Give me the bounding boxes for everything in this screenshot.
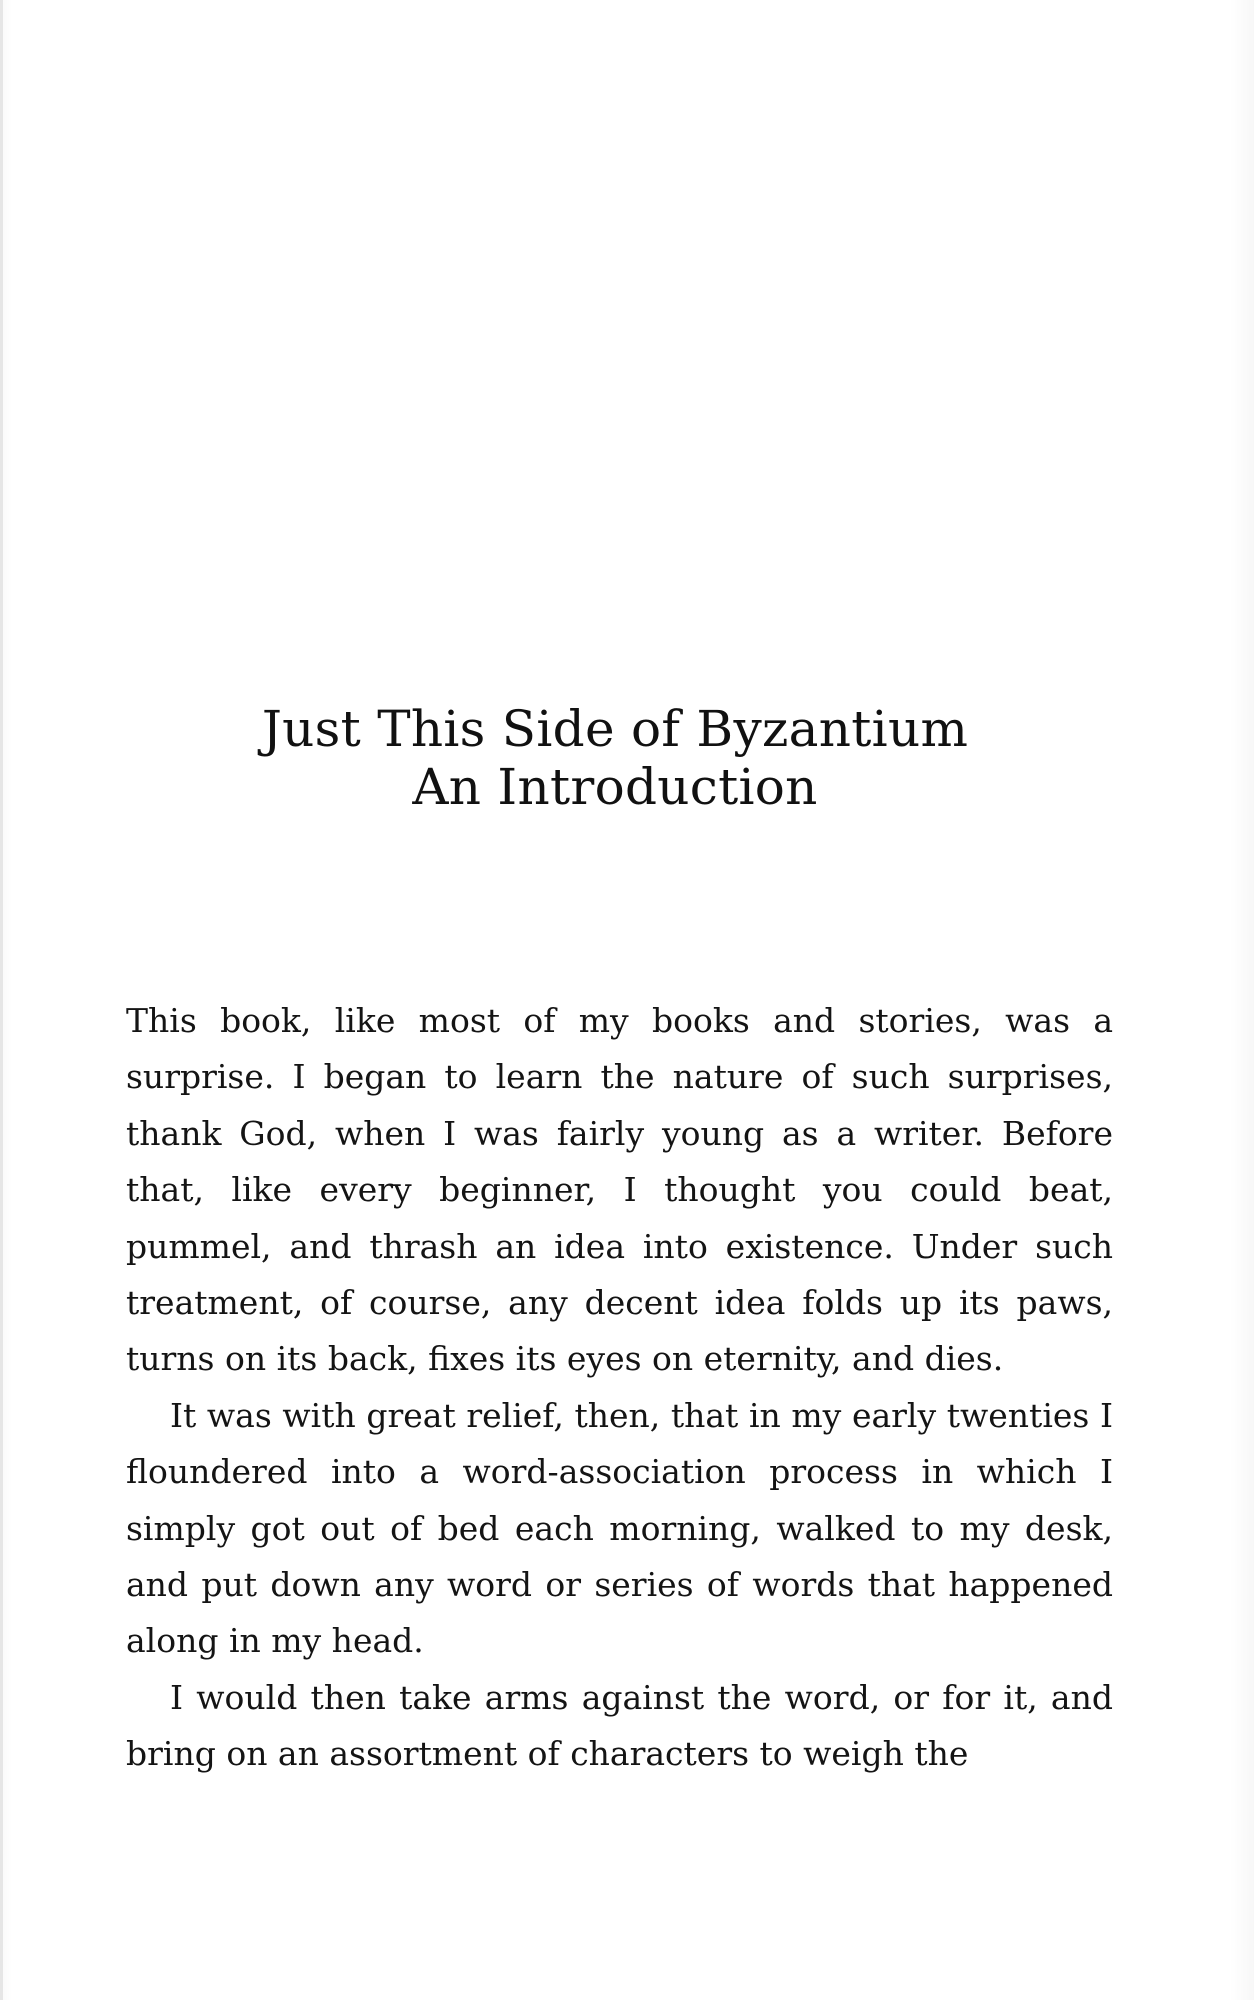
- chapter-title-line-2: An Introduction: [412, 758, 818, 816]
- page-edge: [0, 0, 3, 2000]
- paragraph-3: I would then take arms against the word, or for it, and bring on an assortment of characters to weigh the: [126, 1677, 1113, 1774]
- chapter-title: [0, 700, 1230, 816]
- paragraph-1: This book, like most of my books and stories, was a surprise. I began to learn the nature of such surprises, thank God, when I was fairly young as a writer. Before that, like every beginner, I thought you could beat, pummel, and thrash an idea into existence. Under such treatment, of course, any decent idea folds up its paws, turns on its back, fixes its eyes on eternity, and dies.: [126, 1001, 1113, 1379]
- body-text: [126, 993, 1113, 1783]
- chapter-title-line-1: Just This Side of Byzantium: [261, 700, 969, 758]
- paragraph-2: It was with great relief, then, that in my early twenties I floundered into a word-association process in which I simply got out of bed each morning, walked to my desk, and put down any word or series of words that happened along in my head.: [126, 1395, 1113, 1661]
